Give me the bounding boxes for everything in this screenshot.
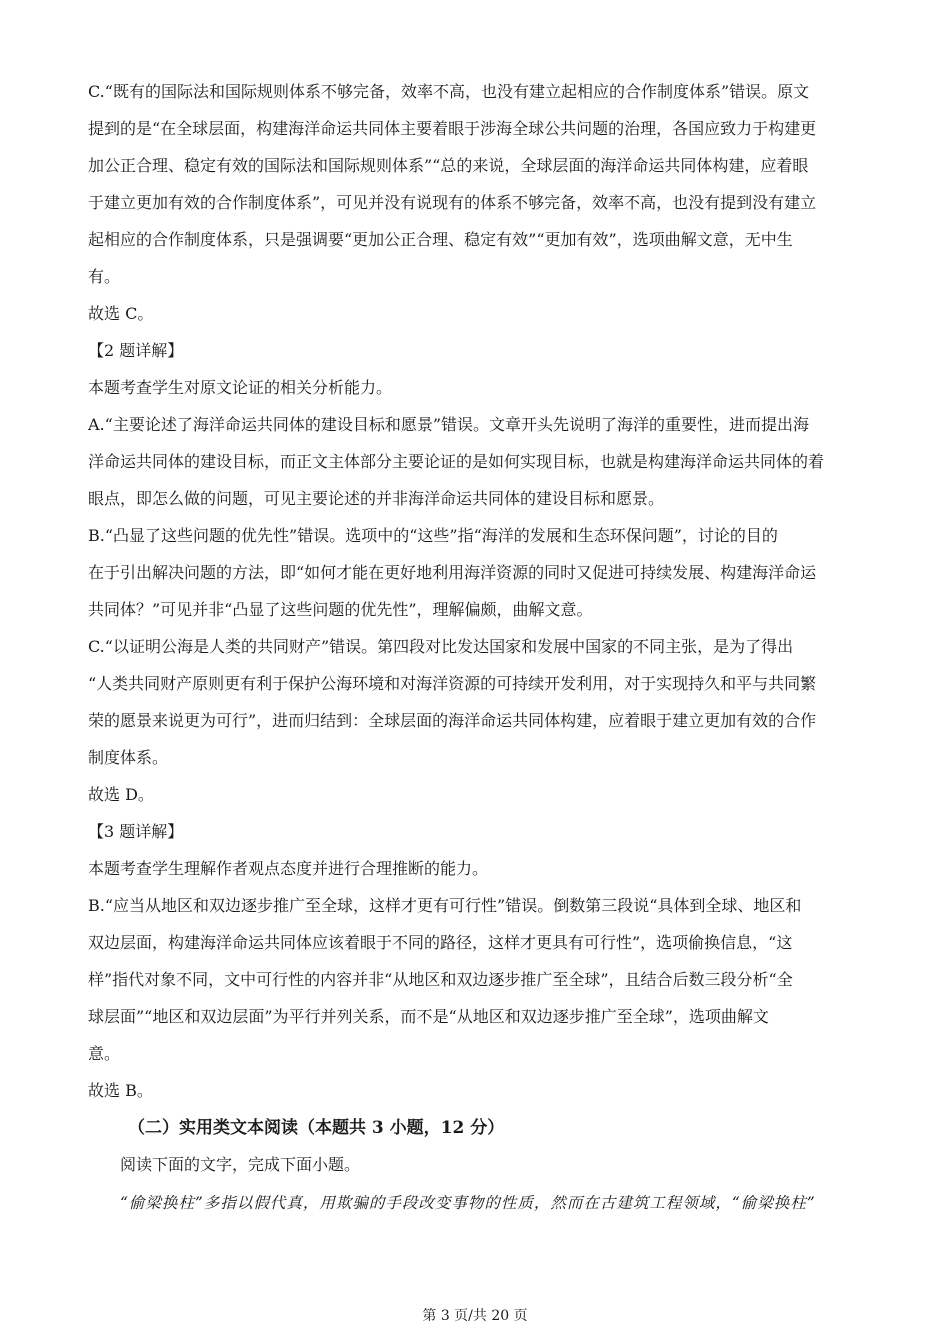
text-line: 样”指代对象不同，文中可行性的内容并非“从地区和双边逐步推广至全球”，且结合后数三段分析“全 xyxy=(88,970,793,989)
text-line: 眼点，即怎么做的问题，可见主要论述的并非海洋命运共同体的建设目标和愿景。 xyxy=(88,489,665,508)
passage-line: “偷梁换柱”多指以假代真，用欺骗的手段改变事物的性质，然而在古建筑工程领域，“偷梁换柱” xyxy=(120,1194,816,1212)
text-line: A.“主要论述了海洋命运共同体的建设目标和愿景”错误。文章开头先说明了海洋的重要性，进而提出海 xyxy=(88,415,810,434)
text-line: 意。 xyxy=(88,1044,121,1063)
text-line: 双边层面，构建海洋命运共同体应该着眼于不同的路径，这样才更具有可行性”，选项偷换信息，“这 xyxy=(88,933,793,952)
text-line: 球层面”“地区和双边层面”为平行并列关系，而不是“从地区和双边逐步推广至全球”，选项曲解文 xyxy=(88,1007,769,1026)
text-line: 起相应的合作制度体系，只是强调要“更加公正合理、稳定有效”“更加有效”，选项曲解文意，无中生 xyxy=(88,230,793,249)
text-line: 洋命运共同体的建设目标，而正文主体部分主要论证的是如何实现目标，也就是构建海洋命运共同体的着 xyxy=(88,452,825,471)
text-line: 提到的是“在全球层面，构建海洋命运共同体主要着眼于涉海全球公共问题的治理，各国应致力于构建更 xyxy=(88,119,817,138)
answer-line: 故选 D。 xyxy=(88,785,154,804)
text-line: 本题考查学生理解作者观点态度并进行合理推断的能力。 xyxy=(88,859,489,878)
text-line: 有。 xyxy=(88,267,121,286)
instruction-line: 阅读下面的文字，完成下面小题。 xyxy=(120,1155,361,1174)
question-detail-heading: 【3 题详解】 xyxy=(88,822,184,841)
text-line: 制度体系。 xyxy=(88,748,169,767)
text-line: B.“凸显了这些问题的优先性”错误。选项中的“这些”指“海洋的发展和生态环保问题”，讨论的目的 xyxy=(88,526,778,545)
text-line: 本题考查学生对原文论证的相关分析能力。 xyxy=(88,378,393,397)
text-line: “人类共同财产原则更有利于保护公海环境和对海洋资源的可持续开发利用，对于实现持久和平与共同繁 xyxy=(88,674,817,693)
text-line: B.“应当从地区和双边逐步推广至全球，这样才更有可行性”错误。倒数第三段说“具体到全球、地区和 xyxy=(88,896,802,915)
text-line: 在于引出解决问题的方法，即“如何才能在更好地利用海洋资源的同时又促进可持续发展、构建海洋命运 xyxy=(88,563,817,582)
text-line: 于建立更加有效的合作制度体系”，可见并没有说现有的体系不够完备，效率不高，也没有提到没有建立 xyxy=(88,193,817,212)
text-line: C.“既有的国际法和国际规则体系不够完备，效率不高，也没有建立起相应的合作制度体系”错误。原文 xyxy=(88,82,810,101)
text-line: 荣的愿景来说更为可行”，进而归结到：全球层面的海洋命运共同体构建，应着眼于建立更加有效的合作 xyxy=(88,711,817,730)
text-line: 共同体？”可见并非“凸显了这些问题的优先性”，理解偏颇，曲解文意。 xyxy=(88,600,593,619)
text-line: C.“以证明公海是人类的共同财产”错误。第四段对比发达国家和发展中国家的不同主张，是为了得出 xyxy=(88,637,794,656)
text-line: 加公正合理、稳定有效的国际法和国际规则体系”“总的来说，全球层面的海洋命运共同体构建，应着眼 xyxy=(88,156,809,175)
answer-line: 故选 B。 xyxy=(88,1081,153,1100)
section-heading: （二）实用类文本阅读（本题共 3 小题，12 分） xyxy=(128,1118,505,1138)
page-footer: 第 3 页/共 20 页 xyxy=(422,1308,528,1324)
answer-line: 故选 C。 xyxy=(88,304,154,323)
question-detail-heading: 【2 题详解】 xyxy=(88,341,184,360)
